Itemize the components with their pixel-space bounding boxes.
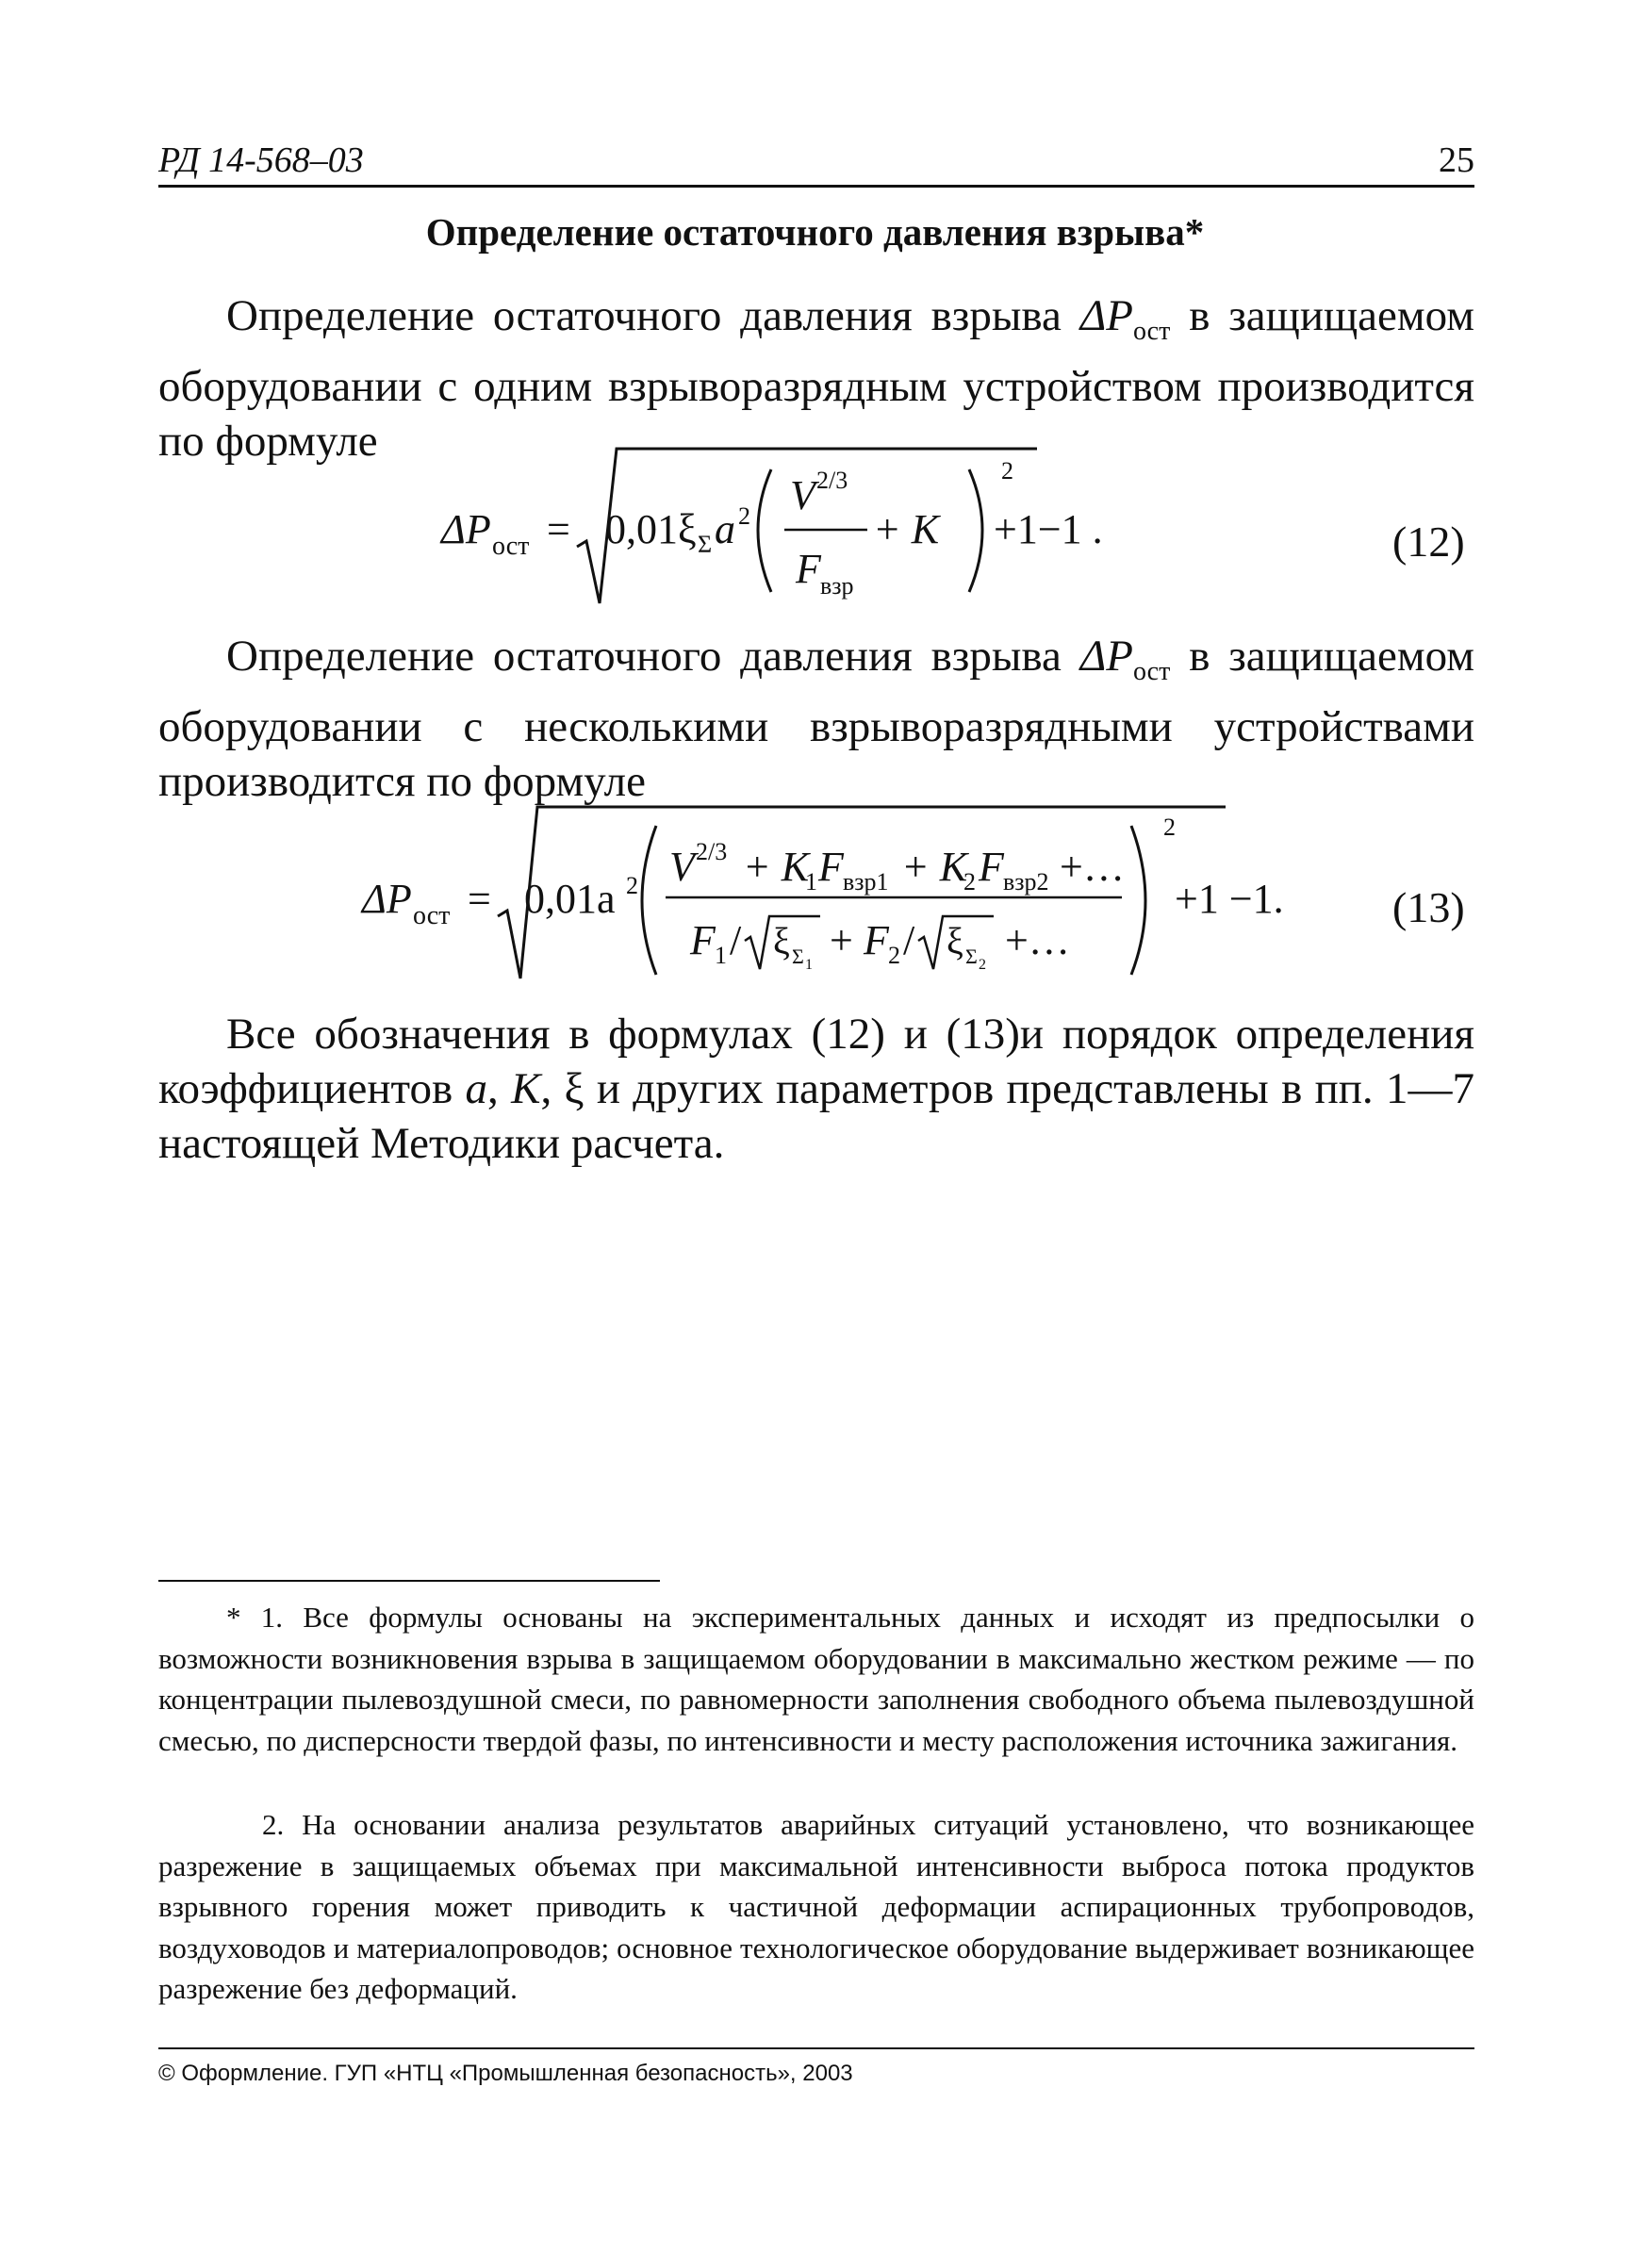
- header-rule: [158, 185, 1474, 188]
- f13-den-f1-sub: 1: [715, 942, 727, 969]
- paragraph-3-text-b: и других параметров представлены в пп. 1—7 настоящей Методики расчета.: [158, 1064, 1475, 1168]
- f12-left-paren: [758, 469, 771, 592]
- f13-tail: +1 −1.: [1175, 876, 1284, 922]
- f13-k1-sub: 1: [805, 868, 817, 896]
- paragraph-2-text-b: в защищаемом оборудовании с несколькими взрыворазрядными устройствами производится по формуле: [158, 632, 1474, 806]
- page-number: 25: [1439, 140, 1474, 180]
- f13-den-f2: F: [864, 917, 889, 963]
- paragraph-1-text-b: в защищаемом оборудовании с одним взрыворазрядным устройством производится по формуле: [158, 291, 1474, 466]
- f13-den-plus: +: [830, 917, 853, 963]
- delta-p-symbol-2: ΔP: [1079, 632, 1133, 681]
- f13-xi-2-sub: Σ: [965, 945, 978, 968]
- f12-plus-k: + K: [873, 506, 940, 552]
- f12-eq: =: [547, 506, 570, 552]
- f13-right-paren: [1131, 826, 1145, 975]
- formula-13: [349, 799, 1348, 988]
- f13-xi-2: ξ: [947, 920, 963, 962]
- f13-f2: F: [979, 844, 1004, 890]
- f12-coef: 0,01ξ: [605, 506, 697, 552]
- f13-den-f2-sub: 2: [888, 942, 900, 969]
- f12-lhs: ΔP: [441, 506, 491, 552]
- f13-outer-exp: 2: [1163, 814, 1176, 841]
- f13-num-k2: + K: [901, 844, 968, 890]
- f13-k2-sub: 2: [963, 868, 976, 896]
- formula-13-number: (13): [1392, 883, 1465, 931]
- f13-den-dots: +…: [1005, 917, 1070, 963]
- f13-num-k1: + K: [743, 844, 810, 890]
- paragraph-2-text-a: Определение остаточного давления взрыва: [226, 632, 1080, 681]
- footnote-2: [158, 1804, 1474, 2010]
- f13-xi-1: ξ: [773, 920, 790, 962]
- footnote-2-text: 2. На основании анализа результатов аварийных ситуаций установлено, что возникающее разрежение в защищаемых объемах при максимальной интенсивности выброса потока продуктов взрывного горения может приводить к частичной деформации аспирационных трубопроводов, воздуховодов и материалопроводов; основное технологическое оборудование выдерживает возникающее разрежение без деформаций.: [158, 1808, 1474, 2005]
- f13-lhs-sub: ост: [413, 901, 451, 930]
- f13-xi-1-idx: 1: [805, 957, 813, 973]
- f13-f1-sub: взр1: [843, 868, 889, 896]
- sep-2: ,: [540, 1064, 565, 1113]
- f13-xi-2-idx: 2: [979, 957, 986, 973]
- paragraph-3: [158, 1007, 1474, 1171]
- f12-den-sub: взр: [820, 572, 854, 600]
- f13-slash-2: /: [903, 917, 915, 963]
- f12-den: F: [796, 546, 821, 592]
- delta-p-subscript-2: ост: [1132, 657, 1171, 686]
- f12-a-sq: 2: [738, 502, 750, 530]
- footnote-1-text: * 1. Все формулы основаны на экспериментальных данных и исходят из предпосылки о возможности возникновения взрыва в защищаемом оборудовании в максимально жестком режиме — по концентрации пылевоздушной смеси, по равномерности заполнения свободного объема пылевоздушной смесью, по дисперсности твердой фазы, по интенсивности и месту расположения источника зажигания.: [158, 1601, 1474, 1757]
- f12-coef-sub: Σ: [698, 531, 713, 558]
- formula-12: [415, 441, 1188, 611]
- f13-f1: F: [818, 844, 844, 890]
- f12-num: V: [790, 472, 815, 518]
- f12-a: a: [715, 506, 735, 552]
- document-code: РД 14-568–03: [158, 140, 364, 180]
- f13-num-v: V: [669, 844, 695, 890]
- symbol-xi: ξ: [564, 1064, 584, 1113]
- f13-lhs: ΔP: [362, 876, 412, 922]
- f12-right-paren: [969, 469, 982, 592]
- section-title: Определение остаточного давления взрыва*: [425, 210, 1205, 254]
- footer-rule: [158, 2047, 1474, 2049]
- f13-left-paren: [642, 826, 656, 975]
- f13-xi-1-sub: Σ: [792, 945, 804, 968]
- copyright: © Оформление. ГУП «НТЦ «Промышленная безопасность», 2003: [158, 2061, 853, 2086]
- sep-1: ,: [486, 1064, 512, 1113]
- paragraph-3-text-a: Все обозначения в формулах (12) и (13)и порядок определения коэффициентов: [158, 1010, 1474, 1113]
- f13-slash-1: /: [730, 917, 742, 963]
- symbol-a: a: [465, 1064, 487, 1113]
- f13-coef-sq: 2: [626, 872, 638, 899]
- f13-f2-sub: взр2: [1003, 868, 1049, 896]
- footnote-1: [158, 1597, 1474, 1761]
- f13-num-dots: +…: [1060, 844, 1125, 890]
- symbol-k: K: [511, 1064, 541, 1113]
- formula-12-number: (12): [1392, 518, 1465, 566]
- f13-coef: 0,01a: [524, 876, 616, 922]
- f13-eq: =: [468, 876, 491, 922]
- delta-p-subscript: ост: [1132, 317, 1171, 346]
- f12-num-exp: 2/3: [816, 467, 848, 494]
- paragraph-1-text-a: Определение остаточного давления взрыва: [226, 291, 1080, 340]
- f13-num-exp: 2/3: [696, 838, 728, 865]
- footnote-rule: [158, 1580, 660, 1582]
- f12-outer-exp: 2: [1001, 457, 1013, 485]
- f13-den-f1: F: [690, 917, 716, 963]
- delta-p-symbol: ΔP: [1079, 291, 1133, 340]
- paragraph-2: [158, 629, 1474, 809]
- f12-lhs-sub: ост: [492, 532, 530, 561]
- f12-tail: +1−1 .: [994, 506, 1103, 552]
